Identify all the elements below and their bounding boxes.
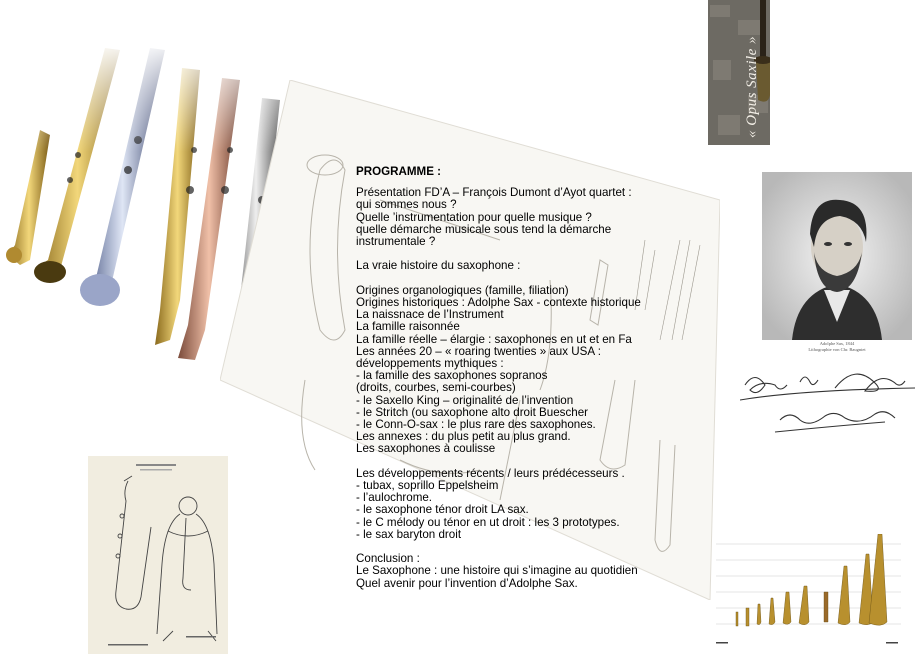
programme-line: Les années 20 – « roaring twenties » aux USA : (356, 344, 601, 358)
programme-line: - le Saxello King – originalité de l’invention (356, 393, 574, 407)
programme-line: Les développements récents / leurs prédécesseurs . (356, 466, 625, 480)
programme-line: La famille réelle – élargie : saxophones en ut et en Fa (356, 332, 632, 346)
programme-line: - la famille des saxophones sopranos (356, 369, 548, 383)
programme-line: Origines historiques : Adolphe Sax - contexte historique (356, 296, 641, 309)
programme-title: PROGRAMME : (356, 165, 442, 178)
programme-line (356, 456, 676, 468)
saxophone-family-chart (706, 534, 906, 654)
programme-line: - le C mélody ou ténor en ut droit : les 3 prototypes. (356, 515, 620, 529)
adolphe-sax-signature (740, 360, 915, 450)
saxophone-patent-drawing (88, 456, 228, 654)
portrait-caption-name: Adolphe Sax, 1844 (819, 341, 855, 346)
programme-line: développements mythiques : (356, 357, 504, 371)
programme-line: Conclusion : (356, 552, 420, 566)
programme-line: qui sommes nous ? (356, 198, 457, 212)
programme-line: - l’aulochrome. (356, 491, 433, 505)
programme-line: Présentation FD’A – François Dumont d’Ayot quartet : (356, 186, 632, 200)
programme-line: instrumentale ? (356, 235, 436, 249)
portrait-caption (762, 341, 912, 353)
programme-line: - tubax, soprillo Eppelsheim (356, 479, 499, 493)
portrait-caption-sub: Lithographie von Chr. Baugniet (808, 347, 866, 352)
programme-line (356, 273, 676, 285)
programme-line: - le sax baryton droit (356, 527, 462, 541)
programme-line: La vraie histoire du saxophone : (356, 259, 521, 273)
opus-saxile-photo (708, 0, 770, 145)
programme-line: Quelle ’instrumentation pour quelle musique ? (356, 210, 592, 224)
programme-line: - le saxophone ténor droit LA sax. (356, 503, 529, 517)
programme-line: quelle démarche musicale sous tend la démarche (356, 222, 612, 236)
programme-line: Quel avenir pour l’invention d’Adolphe Sax. (356, 576, 578, 590)
programme-line: - le Conn-O-sax : le plus rare des saxophones. (356, 418, 596, 432)
programme-text-block (356, 166, 676, 590)
programme-line: Les saxophones à coulisse (356, 442, 496, 456)
opus-saxile-label: « Opus Saxile » (744, 35, 760, 138)
programme-line: La naissnace de l’Instrument (356, 308, 504, 322)
programme-line: Le Saxophone : une histoire qui s’imagine au quotidien (356, 564, 638, 578)
programme-line: (droits, courbes, semi-courbes) (356, 381, 516, 395)
programme-line: Origines organologiques (famille, filiation) (356, 283, 569, 297)
programme-line: - le Stritch (ou saxophone alto droit Buescher (356, 405, 588, 419)
adolphe-sax-portrait (762, 172, 912, 340)
programme-line: La famille raisonnée (356, 320, 460, 334)
programme-line: Les annexes : du plus petit au plus grand. (356, 430, 571, 444)
